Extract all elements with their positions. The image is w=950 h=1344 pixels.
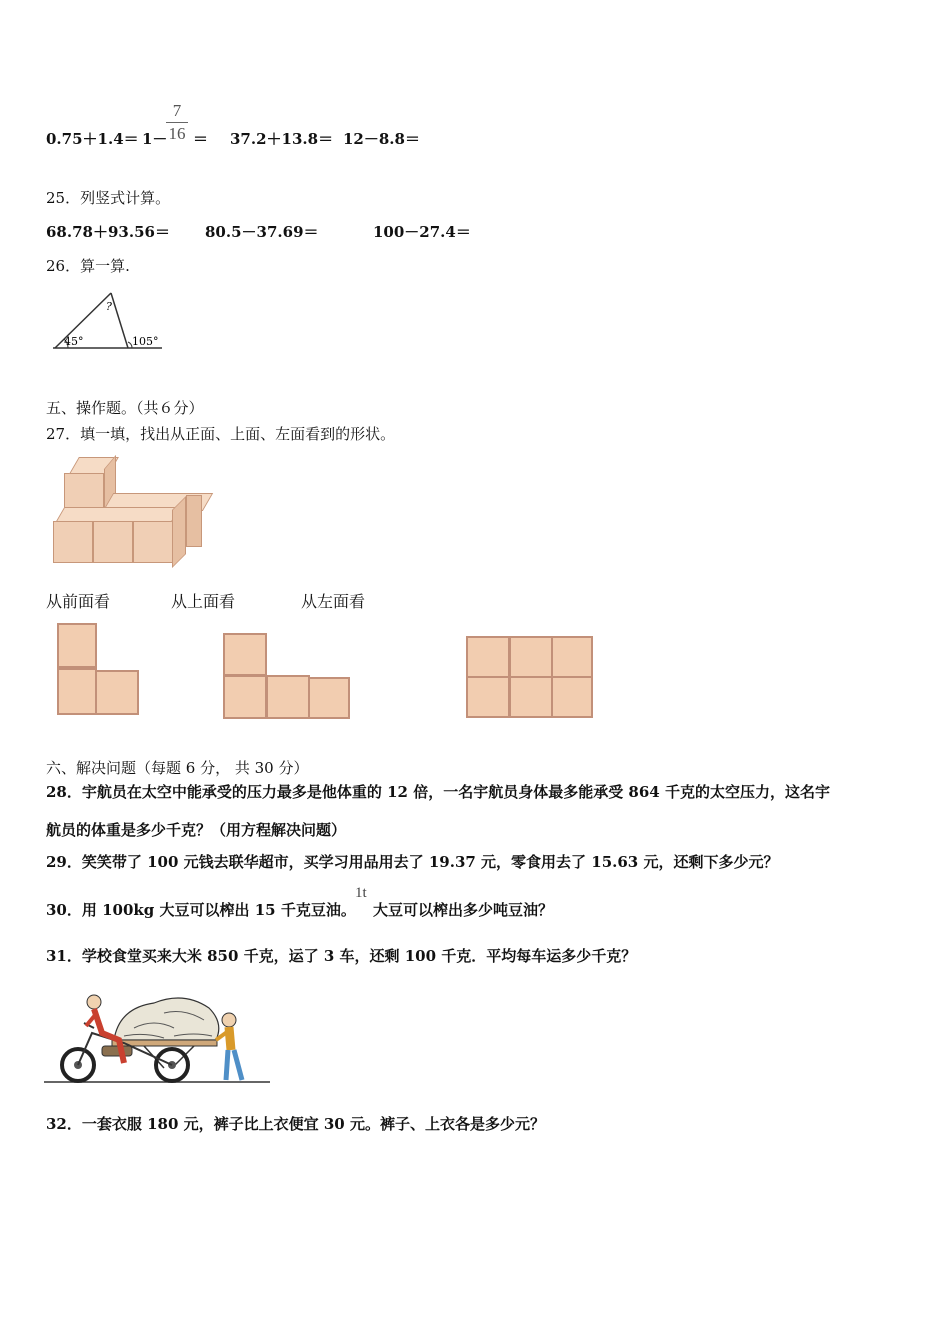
fraction-numerator: 7 (172, 101, 182, 120)
square (223, 633, 267, 676)
cube (53, 521, 93, 563)
q32-text: 32．一套衣服 180 元，裤子比上衣便宜 30 元。裤子、上衣各是多少元？ (46, 1115, 545, 1133)
q24-expr-2-prefix: 1－ (142, 130, 168, 148)
square (57, 668, 97, 715)
cube (133, 521, 173, 563)
q28-line-1: 28．宇航员在太空中能承受的压力最多是他体重的 12 倍，一名宇航员身体最多能承受 864 千克的太空压力，这名宇 (46, 783, 830, 801)
q25-expr-2: 80.5－37.69＝ (205, 223, 319, 241)
view-label-front: 从前面看 (46, 592, 111, 611)
cube-right-side (172, 496, 186, 568)
cube (64, 473, 104, 511)
fraction-denominator: 16 (168, 124, 186, 143)
cube (93, 521, 133, 563)
angle-unknown-label: ? (106, 300, 112, 313)
right-side (111, 293, 128, 348)
square (223, 675, 267, 719)
q24-expr-1: 0.75＋1.4＝ (46, 130, 139, 148)
fraction-bar (166, 122, 188, 123)
bike-engine (102, 1046, 132, 1056)
cube-front-top (56, 507, 181, 522)
pusher-head (222, 1013, 236, 1027)
square (95, 670, 139, 715)
view-shape-3 (466, 636, 596, 720)
q27-title: 27．填一填，找出从正面、上面、左面看到的形状。 (46, 425, 396, 443)
q29-text: 29．笑笑带了 100 元钱去联华超市，买学习用品用去了 19.37 元，零食用去了 15.63 元，还剩下多少元？ (46, 853, 779, 871)
q31-text: 31．学校食堂买来大米 850 千克，运了 3 车，还剩 100 千克．平均每车运多少千克？ (46, 947, 637, 965)
rider-head (87, 995, 101, 1009)
q26-title: 26．算一算. (46, 257, 130, 275)
square (308, 677, 350, 719)
square (466, 676, 510, 718)
pusher-shirt (229, 1027, 231, 1050)
square (509, 636, 553, 678)
view-shape-2 (222, 633, 352, 721)
q30-text-post: 大豆可以榨出多少吨豆油？ (373, 901, 554, 919)
cube-back-right (186, 495, 202, 547)
q24-fraction (166, 101, 188, 144)
square (57, 623, 97, 668)
view-label-top: 从上面看 (171, 592, 236, 611)
q30-superscript: 1t (355, 885, 367, 901)
section-5-heading: 五、操作题。（共６分） (46, 399, 204, 417)
square (551, 636, 593, 678)
q25-expr-3: 100－27.4＝ (373, 223, 471, 241)
square (551, 676, 593, 718)
tricycle-rice-illustration (44, 988, 270, 1084)
square (266, 675, 310, 719)
q24-expr-2-equals: ＝ (193, 130, 209, 148)
square (509, 676, 553, 718)
q24-expr-4: 12－8.8＝ (343, 130, 420, 148)
rider-arm (86, 1014, 96, 1026)
view-label-left: 从左面看 (301, 592, 366, 611)
q24-expr-3: 37.2＋13.8＝ (230, 130, 334, 148)
triangle-figure (50, 288, 170, 354)
q25-expr-1: 68.78＋93.56＝ (46, 223, 170, 241)
section-6-heading: 六、解决问题（每题 6 分， 共 30 分） (46, 759, 309, 777)
q30-text-pre: 30．用 100kg 大豆可以榨出 15 千克豆油。 (46, 901, 356, 919)
q25-title: 25．列竖式计算。 (46, 189, 171, 207)
square (466, 636, 510, 678)
angle-105-label: 105° (132, 335, 159, 348)
angle-45-label: 45° (64, 335, 84, 348)
pusher-legs (226, 1050, 242, 1080)
q28-line-2: 航员的体重是多少千克？（用方程解决问题） (46, 821, 347, 839)
view-shape-1 (55, 623, 145, 719)
cube-stack-figure (50, 455, 205, 567)
